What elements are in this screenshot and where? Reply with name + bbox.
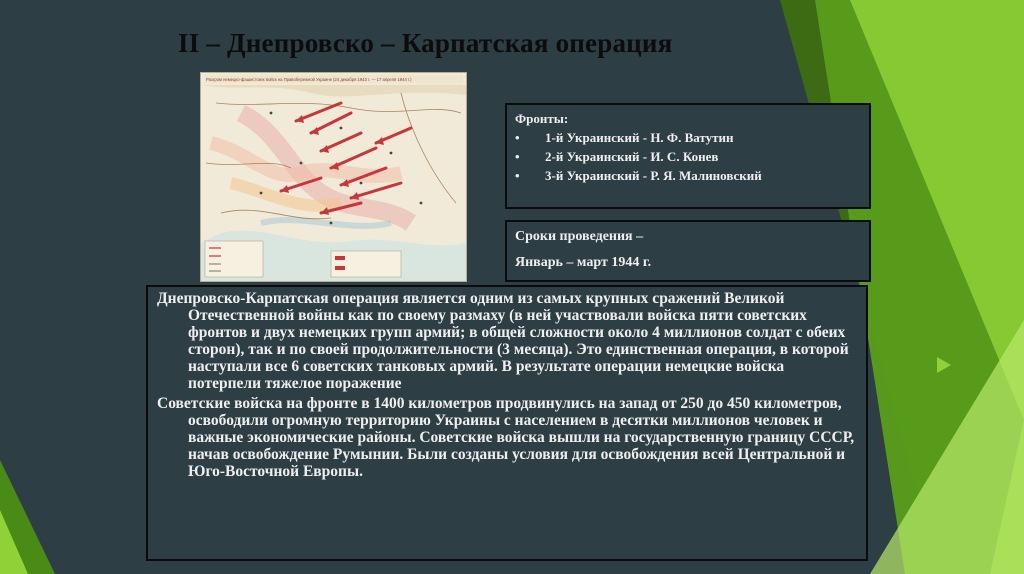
slide-title: II – Днепровско – Карпатская операция	[178, 28, 673, 58]
bullet: •	[515, 149, 520, 164]
dates-box	[505, 220, 871, 282]
fronts-list-item	[515, 166, 861, 185]
fronts-heading: Фронты:	[515, 111, 569, 126]
map-illustration	[201, 73, 466, 281]
map-caption: Разгром немецко-фашистских войск на Правобережной Украине (24 декабря 1943 г. — 17 апреля 1944 г.)	[206, 77, 412, 82]
fronts-box	[505, 103, 871, 209]
bullet: •	[515, 130, 520, 145]
bullet: •	[515, 168, 520, 183]
front-text: 1-й Украинский - Н. Ф. Ватутин	[545, 130, 734, 145]
dates-value: Январь – март 1944 г.	[515, 255, 652, 270]
main-text-box	[146, 285, 868, 561]
paragraph-operation-results: Советские войска на фронте в 1400 километров продвинулись на запад от 250 до 450 километров, освободили огромную территорию Украины с населением в десятки миллионов человек и важные экономические районы. Советские войска вышли на государственную границу СССР, начав освобождение Румынии. Были созданы условия для освобождения всей Центральной и Юго-Восточной Европы.	[157, 395, 855, 480]
paragraph-operation-summary: Днепровско-Карпатская операция является одним из самых крупных сражений Великой Отечественной войны как по своему размаху (в ней участвовали войска пяти советских фронтов и двух немецких групп армий; в общей сложности около 4 миллионов солдат с обеих сторон), так и по своей продолжительности (3 месяца). Это единственная операция, в которой наступали все 6 советских танковых армий. В результате операции немецкие войска потерпели тяжелое поражение	[157, 290, 849, 392]
front-text: 2-й Украинский - И. С. Конев	[545, 149, 719, 164]
fronts-list	[515, 128, 861, 185]
front-text: 3-й Украинский - Р. Я. Малиновский	[545, 168, 762, 183]
fronts-list-item	[515, 128, 861, 147]
fronts-list-item	[515, 147, 861, 166]
operation-map	[200, 72, 467, 282]
dates-label: Сроки проведения –	[515, 229, 644, 244]
